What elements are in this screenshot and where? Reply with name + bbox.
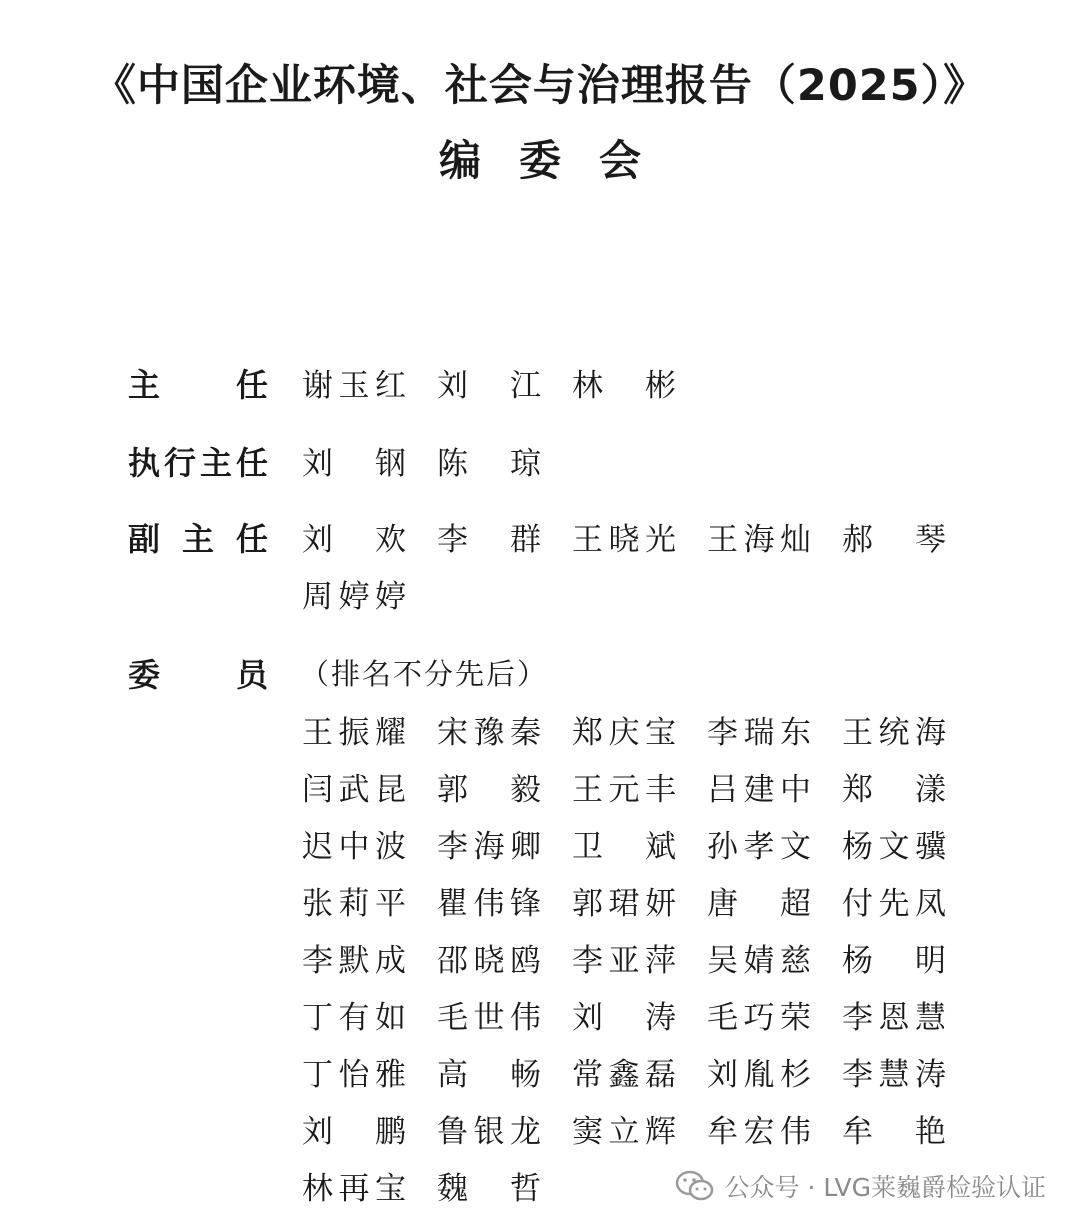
name-row — [0, 992, 1080, 1036]
member-name: 李 默 成 — [302, 943, 406, 979]
member-name: 丁 怡 雅 — [302, 1057, 406, 1093]
member-name: 吕 建 中 — [707, 772, 811, 808]
member-name: 卫 斌 — [572, 829, 676, 865]
member-name: 常 鑫 磊 — [572, 1057, 676, 1093]
document-title: 《中国企业环境、社会与治理报告（2025）》 — [92, 61, 988, 111]
member-name: 孙 孝 文 — [707, 829, 811, 865]
name-row — [0, 571, 1080, 615]
section-note: （排名不分先后） — [300, 657, 549, 691]
name-row — [0, 764, 1080, 808]
member-name: 林 彬 — [572, 368, 676, 404]
member-name: 李 亚 萍 — [572, 943, 676, 979]
name-row — [0, 935, 1080, 979]
member-name: 陈 琼 — [437, 446, 541, 482]
section-label: 委 员 — [128, 656, 268, 694]
member-name: 刘 鹏 — [302, 1114, 406, 1150]
member-name: 刘 钢 — [302, 446, 406, 482]
member-name: 吴 婧 慈 — [707, 943, 811, 979]
member-name: 邵 晓 鸥 — [437, 943, 541, 979]
watermark-text: 公众号 · LVG莱巍爵检验认证 — [724, 1173, 1046, 1202]
member-name: 郭 毅 — [437, 772, 541, 808]
member-name: 郑 庆 宝 — [572, 715, 676, 751]
section-label: 主 任 — [128, 366, 268, 404]
name-row — [0, 1106, 1080, 1150]
name-row — [0, 878, 1080, 922]
member-name: 刘 江 — [437, 368, 541, 404]
member-name: 王 振 耀 — [302, 715, 406, 751]
member-name: 张 莉 平 — [302, 886, 406, 922]
wechat-icon — [675, 1169, 715, 1203]
section-label: 副 主 任 — [128, 520, 268, 558]
member-name: 刘 欢 — [302, 522, 406, 558]
member-name: 迟 中 波 — [302, 829, 406, 865]
member-name: 郭 珺 妍 — [572, 886, 676, 922]
member-name: 闫 武 昆 — [302, 772, 406, 808]
name-row — [0, 707, 1080, 751]
member-name: 王 晓 光 — [572, 522, 676, 558]
member-name: 林 再 宝 — [302, 1171, 406, 1207]
name-row — [0, 1049, 1080, 1093]
member-name: 李 瑞 东 — [707, 715, 811, 751]
member-name: 牟 宏 伟 — [707, 1114, 811, 1150]
document-subtitle: 编委会 — [438, 136, 679, 185]
member-name: 王 海 灿 — [707, 522, 811, 558]
member-name: 毛 世 伟 — [437, 1000, 541, 1036]
name-row — [0, 821, 1080, 865]
member-name: 谢 玉 红 — [302, 368, 406, 404]
member-name: 李 群 — [437, 522, 541, 558]
member-name: 付 先 凤 — [842, 886, 946, 922]
watermark — [675, 1168, 1047, 1204]
member-name: 李 海 卿 — [437, 829, 541, 865]
section-label: 执 行 主 任 — [128, 444, 268, 482]
member-name: 丁 有 如 — [302, 1000, 406, 1036]
member-name: 瞿 伟 锋 — [437, 886, 541, 922]
member-name: 宋 豫 秦 — [437, 715, 541, 751]
member-name: 杨 明 — [842, 943, 946, 979]
member-name: 刘 胤 杉 — [707, 1057, 811, 1093]
member-name: 李 慧 涛 — [842, 1057, 946, 1093]
member-name: 毛 巧 荣 — [707, 1000, 811, 1036]
member-name: 郑 漾 — [842, 772, 946, 808]
member-name: 李 恩 慧 — [842, 1000, 946, 1036]
member-name: 刘 涛 — [572, 1000, 676, 1036]
member-name: 鲁 银 龙 — [437, 1114, 541, 1150]
member-name: 郝 琴 — [842, 522, 946, 558]
member-name: 窦 立 辉 — [572, 1114, 676, 1150]
member-name: 周 婷 婷 — [302, 579, 406, 615]
name-row — [0, 360, 1080, 404]
name-row — [0, 438, 1080, 482]
member-name: 牟 艳 — [842, 1114, 946, 1150]
member-name: 王 统 海 — [842, 715, 946, 751]
member-name: 高 畅 — [437, 1057, 541, 1093]
name-row — [0, 514, 1080, 558]
member-name: 杨 文 骥 — [842, 829, 946, 865]
member-name: 唐 超 — [707, 886, 811, 922]
member-name: 魏 哲 — [437, 1171, 541, 1207]
member-name: 王 元 丰 — [572, 772, 676, 808]
